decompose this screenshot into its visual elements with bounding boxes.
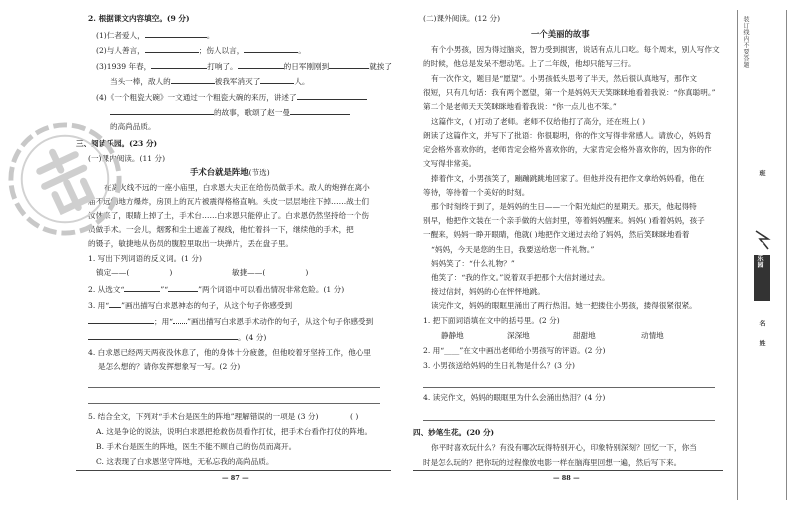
binding-sidebar bbox=[737, 10, 787, 500]
answer-blank[interactable] bbox=[124, 284, 160, 292]
q4-prompt-cont: 是怎么想的？请你发挥想象写一写。(2 分) bbox=[98, 362, 241, 371]
answer-blank[interactable] bbox=[88, 332, 238, 340]
story-line: “妈妈，今天是您的生日，我要送给您一件礼物。” bbox=[431, 245, 595, 254]
logo-text: 学习乐园 bbox=[756, 242, 763, 268]
story-line: 第二个是老师天天笑眯眯地看着我说：“你一点儿也不笨。” bbox=[423, 102, 617, 111]
answer-line[interactable] bbox=[88, 403, 380, 404]
answer-blank[interactable] bbox=[171, 76, 215, 84]
word-option: 深深地 bbox=[507, 331, 530, 340]
answer-blank[interactable] bbox=[110, 107, 214, 115]
story-line: 妈妈笑了：“什么礼物？” bbox=[431, 259, 515, 268]
q1-antonym-b: 敏捷——( ) bbox=[232, 268, 309, 277]
passage-line: 员做手术。一会儿，烟雾和尘土遮盖了视线，他忙着抖一下，继续他的手术，把 bbox=[88, 225, 354, 234]
answer-blank[interactable] bbox=[238, 61, 284, 69]
story-line: 很短，只有几句话：我有两个愿望，第一个是妈妈天天笑眯眯地看着我说：“你真聪明。” bbox=[423, 88, 716, 97]
q2-item-c: (3)1939 年春， 打响了。 的日军刚刚到 就挨了 bbox=[96, 62, 392, 71]
passage-line: 的镊子，敏捷地从伤员的腹腔里取出一块弹片，丢在盘子里。 bbox=[88, 239, 294, 248]
passage-line: 庙不远的地方爆炸，房顶上的瓦片被震得格格直响。头皮一层层地往下掉……战士们 bbox=[88, 197, 369, 206]
q5-prompt: 5. 结合全文，下列对“手术台是医生的阵地”理解错误的一项是 (3 分) bbox=[88, 412, 319, 421]
confidential-stamp-icon bbox=[6, 120, 124, 238]
q3-prompt: 3. 小男孩送给妈妈的生日礼物是什么？(3 分) bbox=[423, 361, 575, 370]
binding-notice: 装订线内不要答题 bbox=[742, 16, 749, 68]
q2-item-c-cont: 当头一棒，敌人的 被我军消灭了 人。 bbox=[110, 77, 310, 86]
passage-line: 在离火线不远的一座小庙里，白求恩大夫正在给伤员做手术。敌人的炮弹在离小 bbox=[104, 183, 370, 192]
story-line: 等待，等待着一个美好的时刻。 bbox=[423, 188, 530, 197]
q4-prompt: 4. 读完作文，妈妈的眼眶里为什么会涌出热泪？(4 分) bbox=[423, 393, 606, 402]
q2-title: 2. 根据课文内容填空。(9 分) bbox=[88, 14, 190, 23]
word-option: 动情地 bbox=[641, 331, 664, 340]
story-line: 文写得非常美。 bbox=[423, 159, 477, 168]
answer-blank[interactable] bbox=[168, 284, 198, 292]
story-line: 他笑了：“我的作文。”说着双手把那个大信封递过去。 bbox=[431, 273, 610, 282]
q1-antonym-a: 镇定——( ) bbox=[96, 268, 173, 277]
answer-blank[interactable] bbox=[329, 61, 369, 69]
sidebar-label-surname: 姓 bbox=[758, 340, 765, 347]
answer-blank[interactable] bbox=[290, 107, 350, 115]
q2-prompt: 2. 从选文“ ”“ ”两个词语中可以看出情况非常危险。(1 分) bbox=[88, 285, 345, 294]
q2-item-d-end: 的高尚品质。 bbox=[110, 122, 156, 131]
q4-prompt: 4. 白求恩已经两天两夜没休息了，他的身体十分疲惫，但他咬着牙坚持工作，他心里 bbox=[88, 348, 372, 357]
story-line: 一醒来，妈妈一睁开眼睛，他就( )地把作文递过去给了妈妈，然后笑眯眯地看着 bbox=[423, 230, 690, 239]
story-line: 这篇作文，( )打动了老师。老师不仅给他打了高分，还在班上( ) bbox=[431, 117, 646, 126]
story-line: 朗读了这篇作文，并写下了批语：你很聪明，你的作文写得非常感人。请放心，妈妈肯 bbox=[423, 131, 712, 140]
word-option: 甜甜地 bbox=[573, 331, 596, 340]
passage-line: 汝体来了，眼睛上掉了土，手术台……白求恩只能停止了。白求恩仍然坚持给一个伤 bbox=[88, 211, 369, 220]
section-4-heading: 四、妙笔生花。(20 分) bbox=[413, 428, 495, 437]
answer-line[interactable] bbox=[88, 387, 380, 388]
q2-item-b: (2)与人善言， ；伤人以言， 。 bbox=[96, 46, 306, 55]
story-line: 的时候，他总是发呆不想动笔。上了二年级，他却只能写三行。 bbox=[423, 59, 636, 68]
answer-paren[interactable] bbox=[129, 268, 169, 275]
story-line: 接过信封，妈妈的心在怦怦地跳。 bbox=[431, 287, 545, 296]
answer-blank[interactable] bbox=[88, 316, 154, 324]
composition-prompt: 时是怎么玩的？把你玩的过程像放电影一样在脑海里回想一遍，然后写下来。 bbox=[423, 458, 682, 467]
q5-answer-paren[interactable]: ( ) bbox=[350, 412, 359, 421]
story-line: 别早，他把作文装在一个亲手做的大信封里，等着妈妈醒来。妈妈( )看着妈妈，孩子 bbox=[423, 216, 705, 225]
left-page bbox=[0, 0, 395, 513]
q5-option-c[interactable]: C. 这表现了白求恩坚守阵地，无私忘我的高尚品质。 bbox=[96, 457, 274, 466]
q2-item-a: (1)仁者爱人， 。 bbox=[96, 31, 215, 40]
q3-prompt-cont: ；用“ ”画出描写白求恩手术动作的句子，从这个句子你感受到 bbox=[88, 316, 373, 326]
page-number: — 87 — bbox=[222, 474, 249, 482]
q2-item-d: (4)《一个粗瓷大碗》一文通过一个粗瓷大碗的来历，讲述了 bbox=[96, 92, 367, 102]
q5-option-a[interactable]: A. 这是争论的说法，说明白求恩把抢救伤员看作打仗，把手术台看作打仗的阵地。 bbox=[96, 427, 373, 436]
underline-mark bbox=[109, 300, 121, 308]
footer-rule bbox=[76, 470, 391, 471]
q1-prompt: 1. 写出下列词语的反义词。(1 分) bbox=[88, 254, 202, 263]
right-page bbox=[405, 0, 723, 513]
subsection-1-heading: (一)课内阅读。(11 分) bbox=[88, 154, 166, 163]
composition-prompt: 你平时喜欢玩什么？有没有哪次玩得特别开心，印象特别深刻？回忆一下，你当 bbox=[431, 443, 697, 452]
answer-blank[interactable] bbox=[145, 30, 207, 38]
q2-prompt: 2. 用“____”在文中画出老师给小男孩写的评语。(2 分) bbox=[423, 346, 606, 355]
answer-paren[interactable] bbox=[265, 268, 305, 275]
story-line: 那个时刻终于到了，是妈妈的生日——一个阳光灿烂的星期天。那天，他起得特 bbox=[431, 202, 697, 211]
q5-option-b[interactable]: B. 手术台是医生的阵地，医生不能不顾自己的伤员而离开。 bbox=[96, 442, 297, 451]
wavy-mark bbox=[173, 316, 187, 324]
word-option: 静静地 bbox=[441, 331, 464, 340]
page-number: — 88 — bbox=[553, 474, 580, 482]
story-line: 有一次作文，题目是“愿望”。小男孩低头思考了半天，然后很认真地写，那作文 bbox=[431, 74, 697, 83]
answer-blank[interactable] bbox=[260, 76, 294, 84]
story-line: 捧着作文，小男孩笑了，蹦蹦跳跳地回家了。但他并没有把作文拿给妈妈看，他在 bbox=[431, 174, 705, 183]
q3-prompt: 3. 用“ ”画出描写白求恩神态的句子，从这个句子你感受到 bbox=[88, 301, 293, 310]
answer-line[interactable] bbox=[423, 420, 715, 421]
sidebar-label-name: 名 bbox=[758, 320, 765, 327]
q1-prompt: 1. 把下面词语填在文中的括号里。(2 分) bbox=[423, 316, 560, 325]
q2-item-d-cont: 的故事，歌颂了赵一曼 bbox=[110, 107, 350, 117]
passage-title: 手术台就是阵地(节选) bbox=[190, 167, 270, 177]
story-line: 读完作文，妈妈的眼眶里涌出了两行热泪。她一把搂住小男孩，搂得很紧很紧。 bbox=[431, 301, 697, 310]
answer-blank[interactable] bbox=[151, 61, 207, 69]
answer-blank[interactable] bbox=[244, 45, 298, 53]
section-3-heading: 三、阅读乐园。(23 分) bbox=[76, 139, 158, 148]
story-title: 一个美丽的故事 bbox=[531, 29, 590, 39]
story-line: 定会格外喜欢你的，老师肯定会格外喜欢你的，大家肯定会格外喜欢你的，因为你的作 bbox=[423, 145, 712, 154]
answer-blank[interactable] bbox=[145, 45, 199, 53]
footer-rule bbox=[413, 470, 723, 471]
answer-blank[interactable] bbox=[297, 92, 367, 100]
q3-prompt-end: 。(4 分) bbox=[88, 332, 266, 342]
story-line: 有个小男孩，因为得过脑炎，智力受到损害，说话有点儿口吃。每个周末，别人写作文 bbox=[431, 45, 720, 54]
subsection-2-heading: (二)课外阅读。(12 分) bbox=[423, 14, 501, 23]
answer-line[interactable] bbox=[423, 387, 715, 388]
sidebar-label-class: 班 bbox=[758, 170, 765, 177]
